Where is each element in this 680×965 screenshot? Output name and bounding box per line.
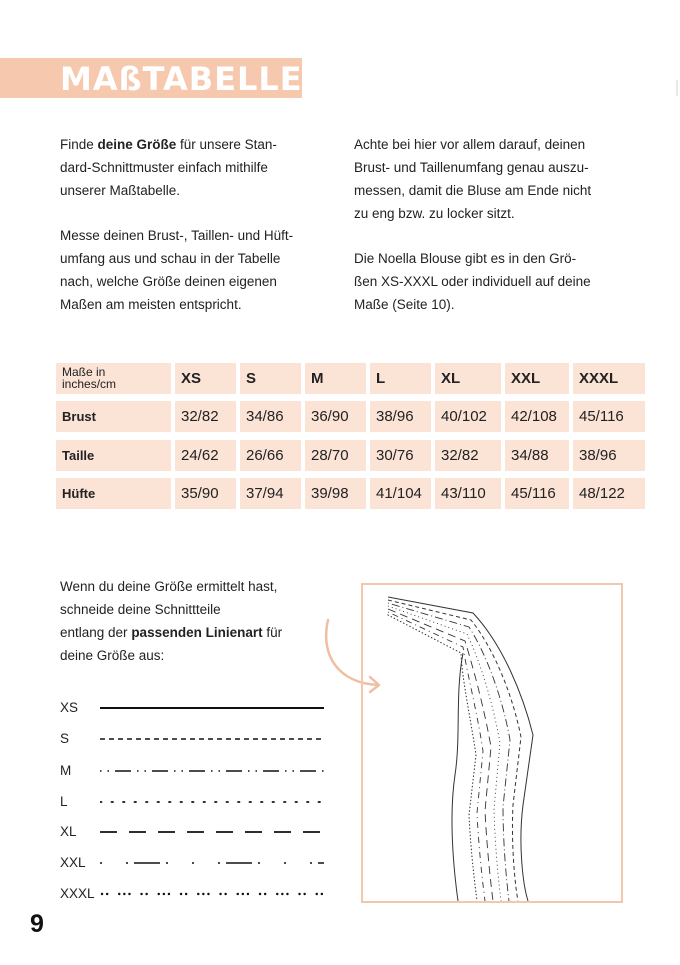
table-cell: 26/66 bbox=[240, 440, 301, 471]
corner-line: inches/cm bbox=[62, 377, 117, 391]
intro-text: Brust- und Taillenumfang genau auszu- bbox=[354, 160, 589, 175]
intro-col2-para1 bbox=[354, 133, 591, 225]
line-sample-xl bbox=[100, 827, 326, 837]
size-header-xs: XS bbox=[175, 363, 236, 394]
line-sample-l bbox=[100, 797, 326, 807]
table-cell: 28/70 bbox=[305, 440, 366, 471]
table-cell: 45/116 bbox=[505, 478, 569, 509]
intro-text: Achte bei hier vor allem darauf, deinen bbox=[354, 137, 586, 152]
intro-col1-para1 bbox=[60, 133, 277, 202]
intro-col2-para2 bbox=[354, 247, 591, 316]
intro-text: umfang aus und schau in der Tabelle bbox=[60, 251, 281, 266]
pattern-illustration bbox=[363, 585, 621, 901]
table-cell: 35/90 bbox=[175, 478, 236, 509]
intro-text: Finde bbox=[60, 137, 98, 152]
cut-instructions bbox=[60, 575, 282, 667]
table-cell: 32/82 bbox=[435, 440, 501, 471]
table-cell: 43/110 bbox=[435, 478, 501, 509]
intro-text: unserer Maßtabelle. bbox=[60, 183, 181, 198]
legend-label-s: S bbox=[60, 731, 70, 746]
legend-label-xl: XL bbox=[60, 824, 77, 839]
intro-text: Die Noella Blouse gibt es in den Grö- bbox=[354, 251, 577, 266]
line-sample-xxxl bbox=[100, 889, 326, 899]
intro-text: Maße (Seite 10). bbox=[354, 297, 455, 312]
table-cell: 36/90 bbox=[305, 401, 366, 432]
page-title: MAßTABELLE bbox=[60, 60, 303, 98]
intro-bold: deine Größe bbox=[97, 137, 177, 152]
intro-text: nach, welche Größe deinen eigenen bbox=[60, 274, 277, 289]
table-cell: 34/86 bbox=[240, 401, 301, 432]
table-cell: 38/96 bbox=[370, 401, 431, 432]
legend-label-xs: XS bbox=[60, 700, 79, 715]
size-header-xxxl: XXXL bbox=[573, 363, 645, 394]
legend-label-xxxl: XXXL bbox=[60, 886, 95, 901]
cut-bold: passenden Linienart bbox=[131, 625, 263, 640]
table-cell: 40/102 bbox=[435, 401, 501, 432]
intro-text: für unsere Stan- bbox=[176, 137, 277, 152]
table-cell: 30/76 bbox=[370, 440, 431, 471]
intro-text: dard-Schnittmuster einfach mithilfe bbox=[60, 160, 268, 175]
table-corner-header bbox=[56, 363, 171, 394]
row-label-taille: Taille bbox=[56, 440, 171, 471]
table-cell: 34/88 bbox=[505, 440, 569, 471]
page-edge-mark bbox=[676, 80, 678, 96]
legend-label-m: M bbox=[60, 763, 72, 778]
size-header-s: S bbox=[240, 363, 301, 394]
corner-line: Maße in bbox=[62, 365, 106, 379]
page-number: 9 bbox=[30, 910, 44, 938]
size-header-l: L bbox=[370, 363, 431, 394]
table-cell: 42/108 bbox=[505, 401, 569, 432]
intro-col1-para2 bbox=[60, 224, 293, 316]
cut-text: Wenn du deine Größe ermittelt hast, bbox=[60, 579, 278, 594]
table-cell: 41/104 bbox=[370, 478, 431, 509]
line-sample-s bbox=[100, 734, 326, 744]
table-cell: 48/122 bbox=[573, 478, 645, 509]
intro-text: Messe deinen Brust-, Taillen- und Hüft- bbox=[60, 228, 294, 243]
table-cell: 37/94 bbox=[240, 478, 301, 509]
intro-text: Maßen am meisten entspricht. bbox=[60, 297, 242, 312]
line-sample-xs bbox=[100, 703, 326, 713]
table-cell: 39/98 bbox=[305, 478, 366, 509]
legend-label-xxl: XXL bbox=[60, 855, 86, 870]
row-label-brust: Brust bbox=[56, 401, 171, 432]
table-cell: 38/96 bbox=[573, 440, 645, 471]
size-header-xl: XL bbox=[435, 363, 501, 394]
cut-text: deine Größe aus: bbox=[60, 648, 165, 663]
intro-text: ßen XS-XXXL oder individuell auf deine bbox=[354, 274, 591, 289]
size-header-xxl: XXL bbox=[505, 363, 569, 394]
line-sample-xxl bbox=[100, 858, 326, 868]
intro-text: zu eng bzw. zu locker sitzt. bbox=[354, 206, 515, 221]
cut-text: schneide deine Schnittteile bbox=[60, 602, 221, 617]
row-label-huefte: Hüfte bbox=[56, 478, 171, 509]
legend-label-l: L bbox=[60, 794, 68, 809]
table-cell: 45/116 bbox=[573, 401, 645, 432]
cut-text: entlang der bbox=[60, 625, 132, 640]
intro-text: messen, damit die Bluse am Ende nicht bbox=[354, 183, 592, 198]
size-header-m: M bbox=[305, 363, 366, 394]
line-sample-m bbox=[100, 766, 326, 776]
table-cell: 24/62 bbox=[175, 440, 236, 471]
table-cell: 32/82 bbox=[175, 401, 236, 432]
cut-text: für bbox=[262, 625, 283, 640]
